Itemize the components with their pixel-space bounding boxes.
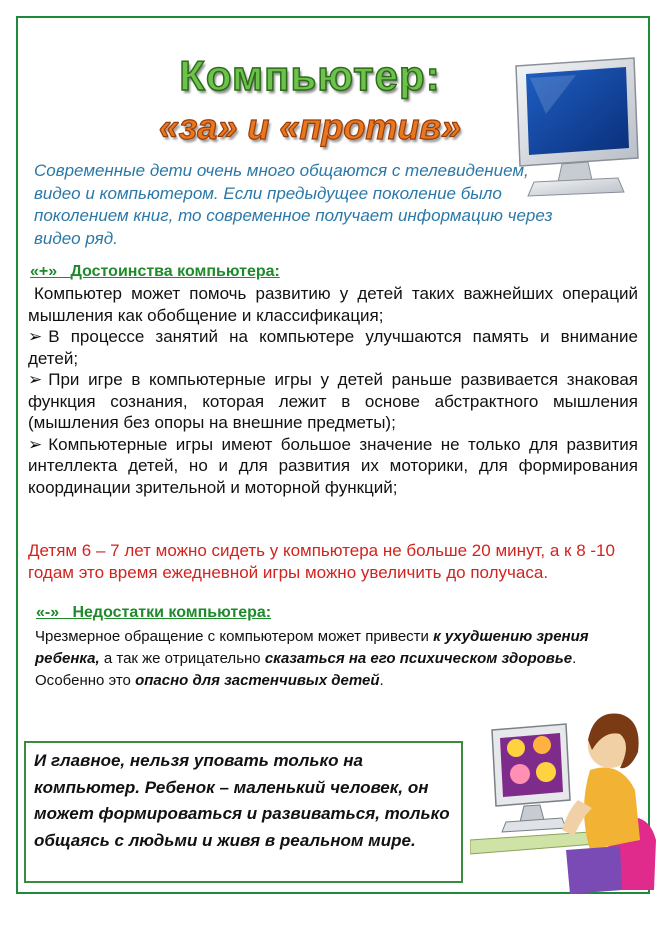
pros-heading-text: Достоинства компьютера:: [70, 263, 280, 280]
cons-heading: [36, 604, 271, 622]
page-title: Компьютер:: [179, 52, 441, 99]
pros-lead: Компьютер может помочь развитию у детей таких важнейших операций мышления как обобщение и классификация;: [28, 284, 638, 325]
cons-heading-text: Недостатки компьютера:: [72, 604, 272, 621]
list-item-text: Компьютерные игры имеют большое значение не только для развития интеллекта детей, но и для развития их моторики, для формирования координации зрительной и моторной функций;: [28, 434, 638, 497]
cons-text: .: [379, 672, 384, 689]
list-item: [28, 434, 638, 499]
cons-mark: «-»: [36, 604, 60, 621]
arrow-bullet-icon: ➢: [28, 434, 43, 454]
pros-list: [28, 283, 638, 498]
conclusion-text: И главное, нельзя уповать только на компьютер. Ребенок – маленький человек, он может формироваться и развиваться, только общаясь с людьми и живя в реальном мире.: [34, 751, 450, 850]
pros-mark: «+»: [30, 263, 58, 280]
cons-text: а так же отрицательно: [99, 650, 265, 667]
arrow-bullet-icon: ➢: [28, 327, 43, 346]
girl-at-computer-illustration: [470, 690, 660, 900]
cons-text: . Особенно это: [35, 650, 577, 689]
cons-emphasis: к ухудшению зрения ребенка,: [35, 628, 589, 667]
list-item-text: В процессе занятий на компьютере улучшаются память и внимание детей;: [28, 327, 638, 368]
list-item: [28, 369, 638, 434]
list-item-text: При игре в компьютерные игры у детей раньше развивается знаковая функция сознания, которая лежит в основе абстрактного мышления (мышления без опоры на внешние предметы);: [28, 370, 638, 432]
age-warning: Детям 6 – 7 лет можно сидеть у компьютера не больше 20 минут, а к 8 -10 годам это время ежедневной игры можно увеличить до получаса.: [28, 541, 615, 582]
cons-text: Чрезмерное обращение с компьютером может привести: [35, 628, 434, 645]
list-item: [28, 326, 638, 369]
cons-emphasis: сказаться на его психическом здоровье: [264, 650, 573, 667]
pros-heading: [30, 263, 280, 281]
arrow-bullet-icon: ➢: [28, 370, 43, 389]
page-subtitle: «за» и «против»: [158, 106, 462, 147]
intro-paragraph: Современные дети очень много общаются с телевидением, видео и компьютером. Если предыдущее поколение было поколением книг, то современное получает информацию через видео ряд.: [34, 161, 553, 248]
cons-emphasis: опасно для застенчивых детей: [135, 672, 380, 689]
cons-paragraph: [35, 626, 635, 692]
